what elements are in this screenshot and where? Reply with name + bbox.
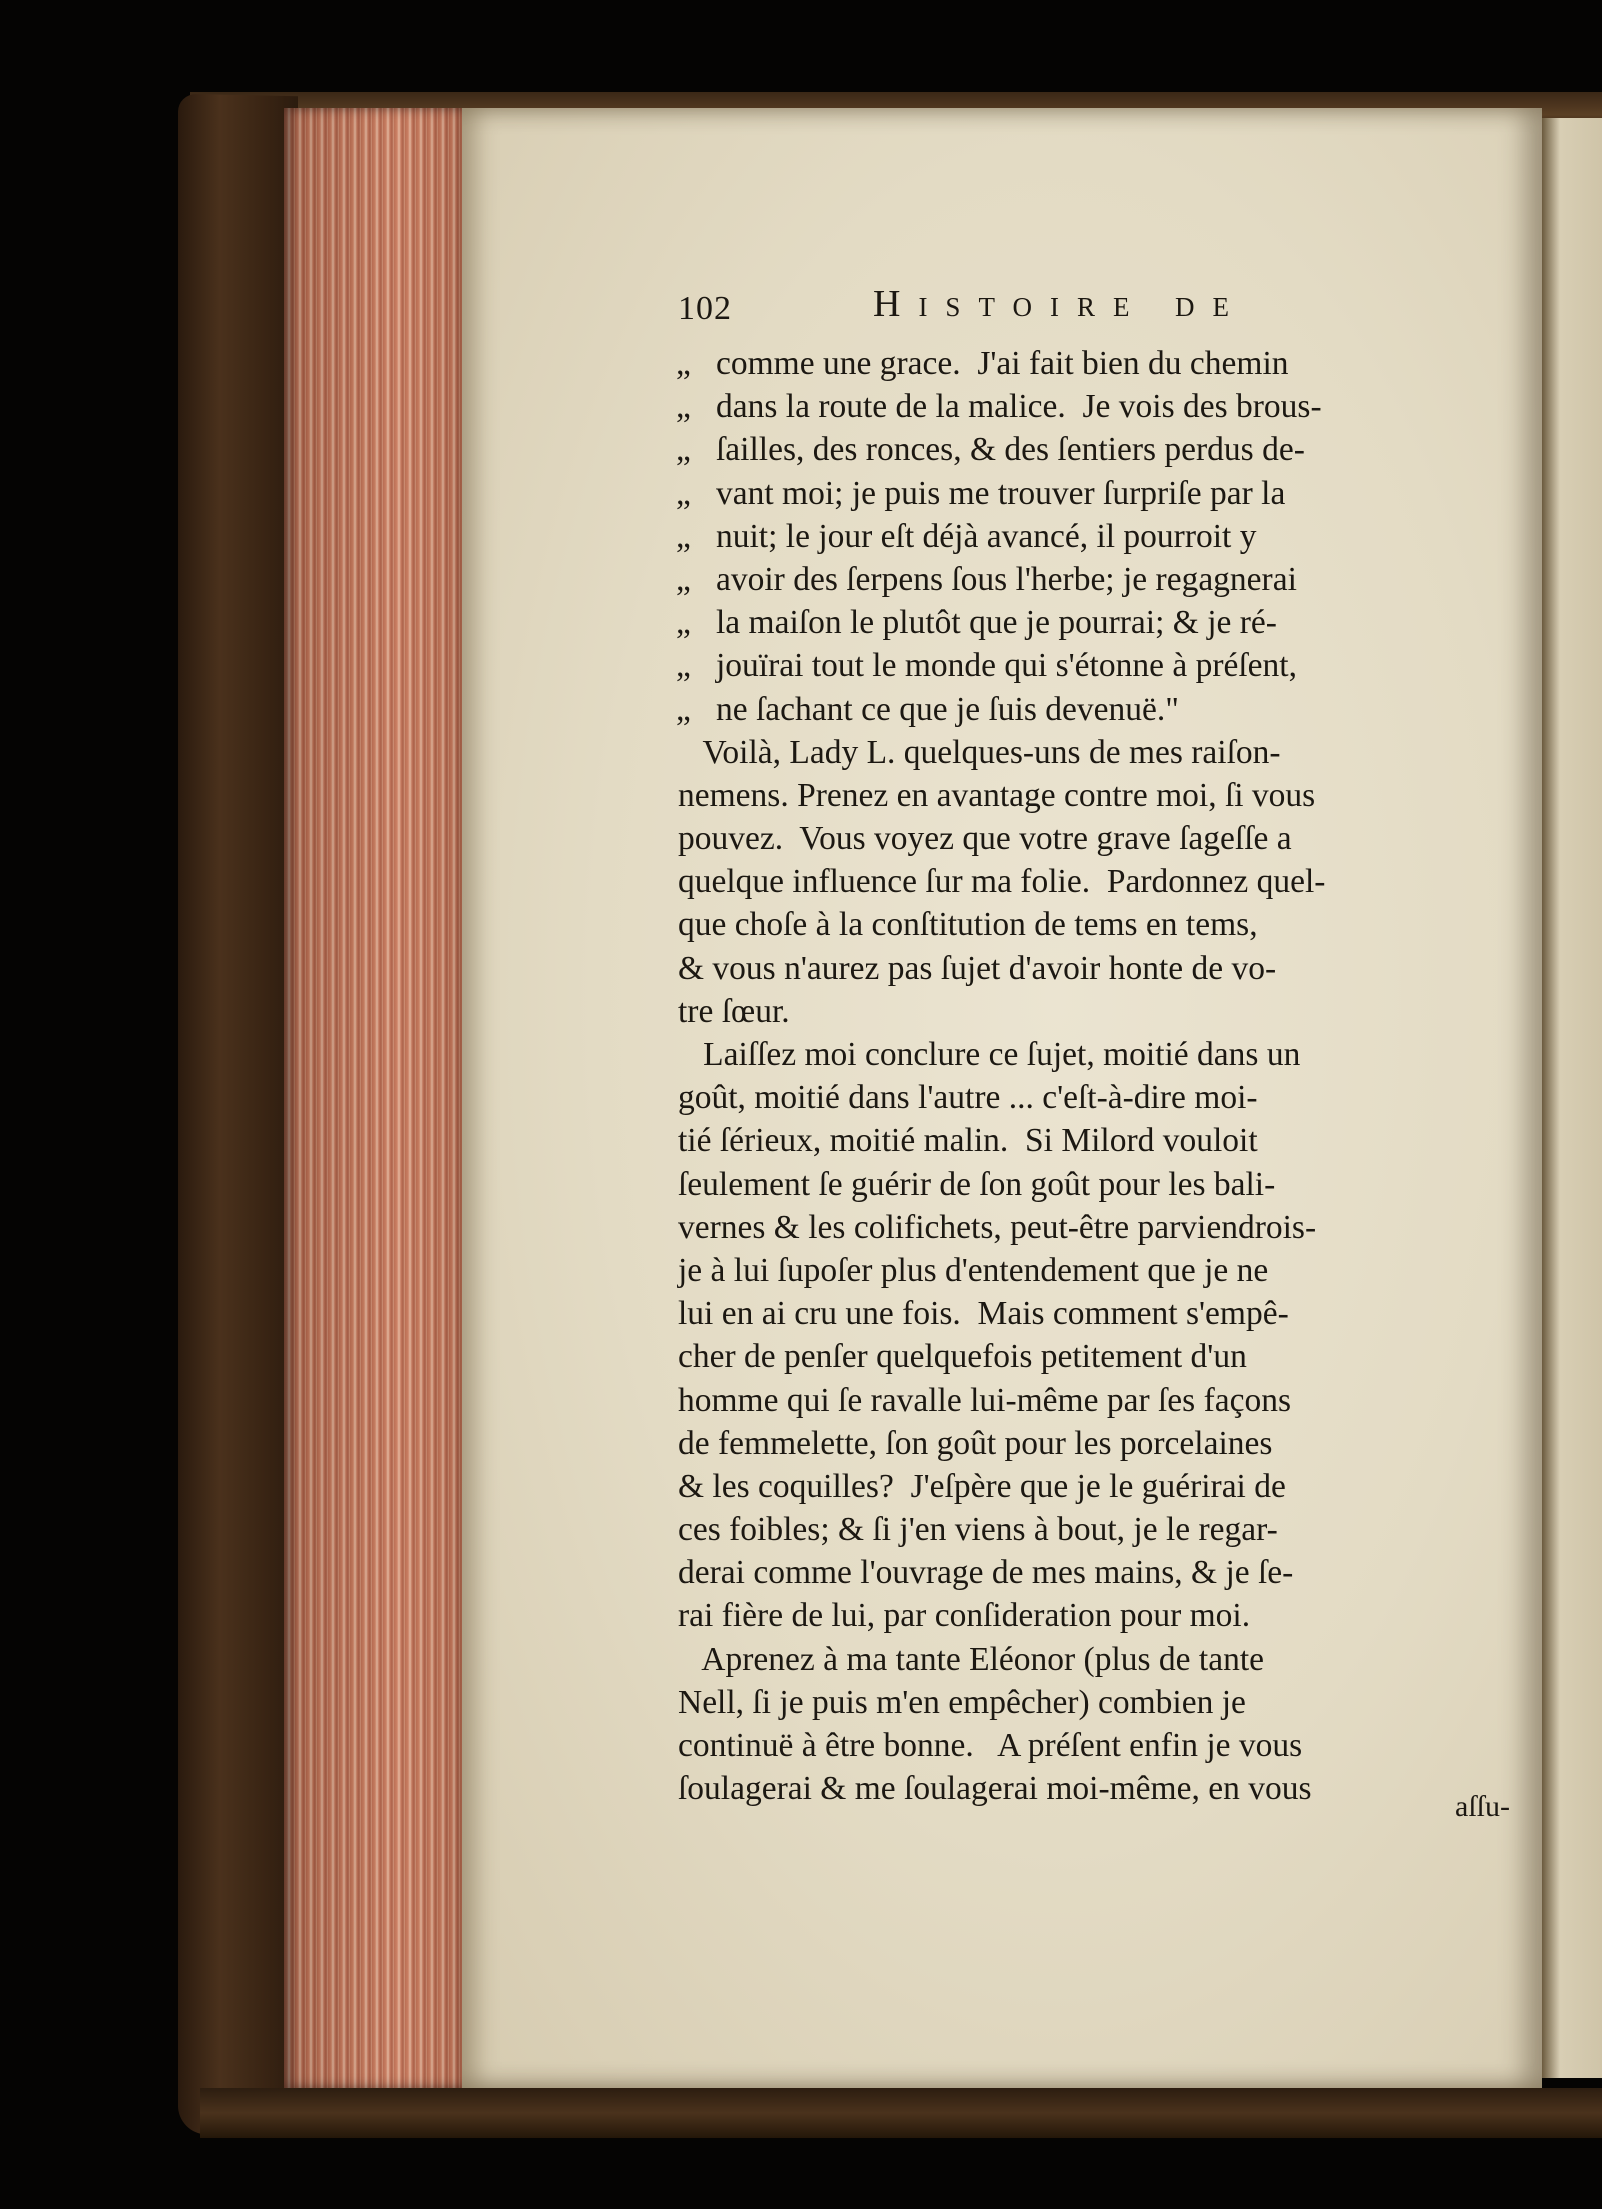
- line-text: nuit; le jour eſt déjà avancé, il pourroit y: [716, 517, 1257, 555]
- line-text: derai comme l'ouvrage de mes mains, & je ſe-: [678, 1554, 1294, 1592]
- line-text: ſoulagerai & me ſoulagerai moi-même, en vous: [678, 1770, 1312, 1808]
- line-text: lui en ai cru une fois. Mais comment s'empê-: [678, 1295, 1289, 1333]
- line-text: que choſe à la conſtitution de tems en tems,: [678, 906, 1258, 944]
- text-line: [678, 1249, 1510, 1292]
- text-line: [678, 1206, 1510, 1249]
- text-line: [678, 1422, 1510, 1465]
- line-text: & vous n'aurez pas ſujet d'avoir honte de vo-: [678, 949, 1277, 987]
- text-line: [678, 644, 1510, 687]
- line-text: rai fière de lui, par conſideration pour moi.: [678, 1597, 1251, 1635]
- text-line: [678, 1638, 1510, 1681]
- line-text: ſeulement ſe guérir de ſon goût pour les bali-: [678, 1165, 1276, 1203]
- line-text: quelque influence ſur ma folie. Pardonnez quel-: [678, 863, 1326, 901]
- page-text-block: [678, 282, 1510, 1810]
- text-line: [678, 1724, 1510, 1767]
- quote-mark: „: [676, 517, 691, 555]
- page-number: 102: [678, 290, 732, 327]
- line-text: & les coquilles? J'eſpère que je le guérirai de: [678, 1467, 1286, 1505]
- page-fore-edge: [284, 108, 474, 2088]
- line-text: de femmelette, ſon goût pour les porcelaines: [678, 1424, 1273, 1462]
- text-line: [678, 817, 1510, 860]
- line-text: continuë à être bonne. A préſent enfin je vous: [678, 1727, 1303, 1764]
- text-line: [678, 601, 1510, 644]
- line-text: cher de penſer quelquefois petitement d'un: [678, 1338, 1247, 1376]
- quote-mark: „: [676, 647, 691, 685]
- line-text: ces foibles; & ſi j'en viens à bout, je le regar-: [678, 1511, 1278, 1549]
- quote-mark: „: [676, 474, 691, 512]
- line-text: nemens. Prenez en avantage contre moi, ſi vous: [678, 776, 1316, 814]
- quote-mark: „: [676, 388, 691, 426]
- quote-mark: „: [676, 560, 691, 598]
- text-line: [678, 1033, 1510, 1076]
- line-text: goût, moitié dans l'autre ... c'eſt-à-dire moi-: [678, 1079, 1258, 1117]
- quote-mark: „: [676, 604, 691, 642]
- book-cover-left: [178, 94, 298, 2137]
- text-line: [678, 1335, 1510, 1378]
- text-line: [678, 428, 1510, 471]
- line-text: la maiſon le plutôt que je pourrai; & je ré-: [716, 604, 1277, 642]
- text-line: [678, 1551, 1510, 1594]
- text-line: [678, 472, 1510, 515]
- text-line: [678, 1465, 1510, 1508]
- text-line: [678, 1594, 1510, 1637]
- running-title: Histoire de: [873, 283, 1247, 325]
- text-line: [678, 385, 1510, 428]
- text-line: [678, 1681, 1510, 1724]
- line-text: pouvez. Vous voyez que votre grave ſageſſe a: [678, 820, 1292, 858]
- text-line: [678, 731, 1510, 774]
- text-line: [678, 990, 1510, 1033]
- line-text: dans la route de la malice. Je vois des brous-: [716, 388, 1322, 426]
- text-line: [678, 558, 1510, 601]
- page-header: [678, 282, 1510, 342]
- book-cover-bottom: [200, 2088, 1602, 2138]
- line-text: vernes & les colifichets, peut-être parviendrois-: [678, 1208, 1317, 1246]
- text-line: [678, 1076, 1510, 1119]
- line-text: tié ſérieux, moitié malin. Si Milord vouloit: [678, 1122, 1258, 1160]
- text-line: [678, 1292, 1510, 1335]
- line-text: ſailles, des ronces, & des ſentiers perdus de-: [716, 431, 1305, 469]
- text-line: [678, 342, 1510, 385]
- body-text: [678, 342, 1510, 1810]
- quote-mark: „: [676, 431, 691, 469]
- text-line: [678, 903, 1510, 946]
- text-line: [678, 1119, 1510, 1162]
- next-page-edge: [1542, 118, 1602, 2078]
- line-text: avoir des ſerpens ſous l'herbe; je regagnerai: [716, 560, 1297, 598]
- line-text: je à lui ſupoſer plus d'entendement que je ne: [678, 1251, 1269, 1289]
- text-line: [678, 515, 1510, 558]
- line-text: Voilà, Lady L. quelques-uns de mes raiſon-: [678, 733, 1281, 771]
- quote-mark: „: [676, 345, 691, 382]
- line-text: homme qui ſe ravalle lui-même par ſes façons: [678, 1381, 1292, 1419]
- line-text: Aprenez à ma tante Eléonor (plus de tante: [678, 1640, 1265, 1678]
- line-text: ne ſachant ce que je ſuis devenuë.": [716, 690, 1179, 728]
- line-text: vant moi; je puis me trouver ſurpriſe par la: [716, 474, 1286, 512]
- line-text: Laiſſez moi conclure ce ſujet, moitié dans un: [678, 1036, 1301, 1073]
- text-line: [678, 688, 1510, 731]
- quote-mark: „: [676, 690, 691, 728]
- catchword: aſſu-: [1455, 1790, 1510, 1823]
- line-text: tre ſœur.: [678, 992, 790, 1030]
- text-line: [678, 1163, 1510, 1206]
- text-line: [678, 1379, 1510, 1422]
- line-text: jouïrai tout le monde qui s'étonne à préſent,: [716, 647, 1297, 685]
- text-line: [678, 860, 1510, 903]
- text-line: [678, 774, 1510, 817]
- line-text: comme une grace. J'ai fait bien du chemin: [716, 345, 1289, 382]
- text-line: [678, 1508, 1510, 1551]
- text-line: [678, 947, 1510, 990]
- line-text: Nell, ſi je puis m'en empêcher) combien je: [678, 1683, 1246, 1721]
- text-line: [678, 1767, 1510, 1810]
